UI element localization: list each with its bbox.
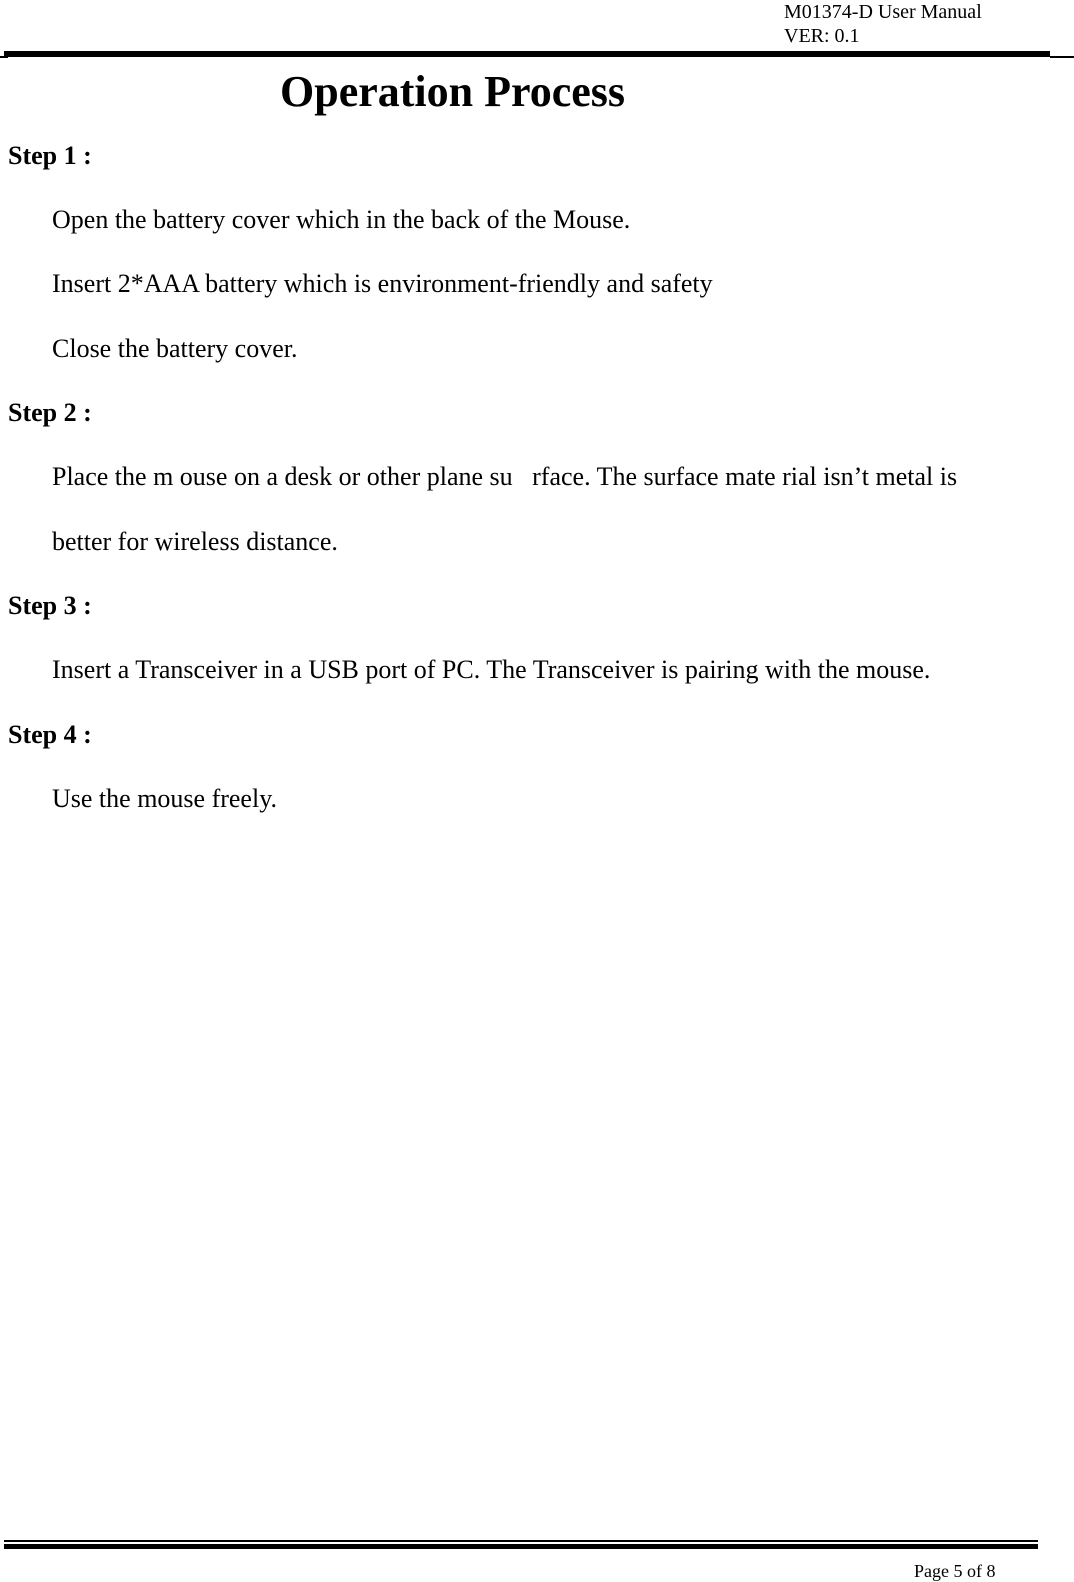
step-1-line-2: Insert 2*AAA battery which is environment-friendly and safety (52, 269, 713, 298)
step-1-heading: Step 1 : (8, 141, 92, 170)
document-version: VER: 0.1 (784, 25, 860, 47)
footer-divider-thick (4, 1544, 1038, 1549)
step-1-line-1: Open the battery cover which in the back of the Mouse. (52, 205, 631, 234)
step-1-line-3: Close the battery cover. (52, 334, 298, 363)
footer-divider-thin (4, 1540, 1038, 1542)
step-2-line-1: Place the m ouse on a desk or other plane su rface. The surface mate rial isn’t metal is (52, 462, 958, 491)
step-4-line-1: Use the mouse freely. (52, 784, 278, 813)
step-3-heading: Step 3 : (8, 591, 92, 620)
document-header (784, 0, 982, 48)
step-3-line-1: Insert a Transceiver in a USB port of PC. The Transceiver is pairing with the mouse. (52, 655, 931, 684)
page-title: Operation Process (280, 67, 626, 116)
header-divider-tail (1050, 56, 1074, 58)
step-2-line-2: better for wireless distance. (52, 527, 338, 556)
document-id: M01374-D User Manual (784, 1, 982, 23)
step-4-heading: Step 4 : (8, 720, 92, 749)
step-2-heading: Step 2 : (8, 398, 92, 427)
page-number: Page 5 of 8 (914, 1561, 996, 1581)
header-divider-lead (0, 56, 8, 58)
header-divider (4, 51, 1050, 57)
